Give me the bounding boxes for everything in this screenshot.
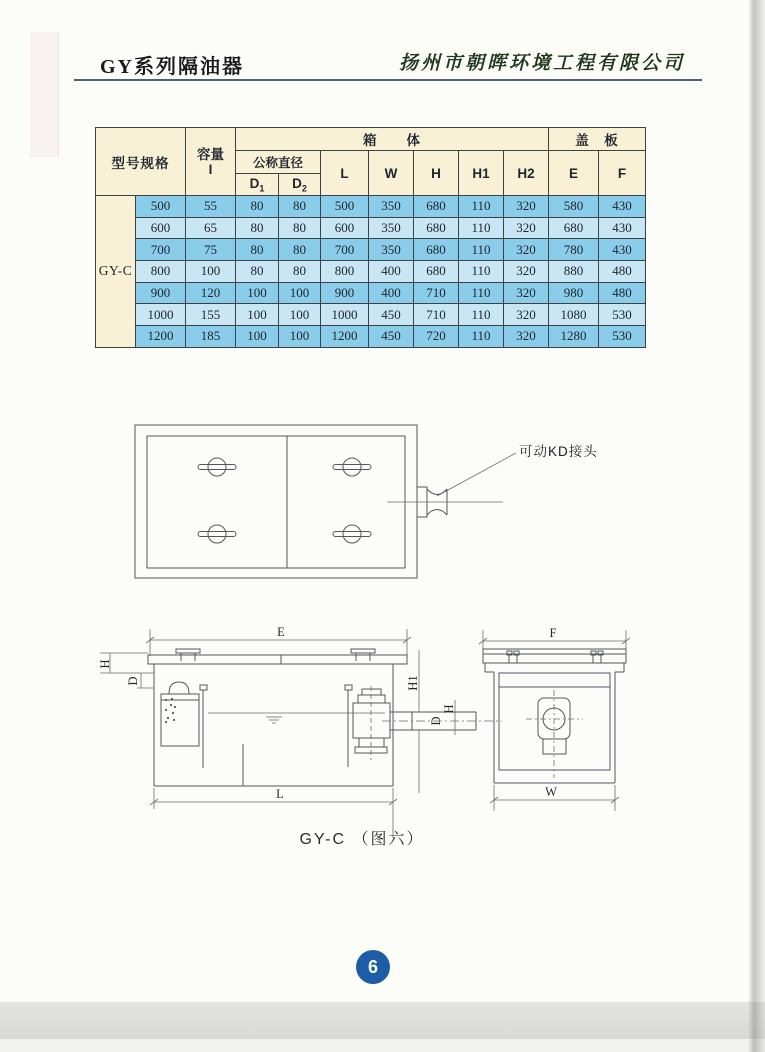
table-cell: 80 [279, 217, 321, 239]
table-cell: 600 [136, 217, 186, 239]
dim-H1: H1 [406, 675, 420, 691]
table-cell: 1000 [321, 304, 369, 326]
table-cell: 110 [459, 282, 504, 304]
table-cell: 80 [279, 239, 321, 261]
plan-view [135, 425, 598, 578]
table-cell: 350 [369, 239, 414, 261]
table-cell: 980 [549, 282, 599, 304]
table-cell: 110 [459, 261, 504, 283]
table-cell: 680 [414, 217, 459, 239]
table-cell: 80 [236, 196, 279, 218]
table-cell: 680 [414, 196, 459, 218]
table-cell: 120 [186, 282, 236, 304]
table-cell: 350 [369, 196, 414, 218]
side-elevation [479, 626, 630, 811]
capacity-line1: 容量 [197, 146, 224, 162]
table-cell: 1000 [136, 304, 186, 326]
kd-label-leader [437, 453, 516, 496]
scan-edge-right [748, 0, 765, 1052]
table-cell: 720 [414, 326, 459, 348]
table-cell: 800 [321, 261, 369, 283]
table-cell: 1280 [549, 326, 599, 348]
table-cell: 530 [599, 326, 646, 348]
tank-side-outline [485, 663, 624, 783]
scraper-rod [200, 685, 207, 768]
table-cell: 500 [136, 196, 186, 218]
table-cell: 110 [459, 326, 504, 348]
table-cell: 450 [369, 326, 414, 348]
table-cell: 100 [186, 261, 236, 283]
page-title: GY系列隔油器 [100, 56, 244, 78]
table-cell: 710 [414, 304, 459, 326]
table-cell: 400 [369, 282, 414, 304]
table-cell: 700 [136, 239, 186, 261]
table-cell: 450 [369, 304, 414, 326]
table-cell: 80 [236, 239, 279, 261]
strainer-basket [161, 682, 199, 746]
table-cell: 710 [414, 282, 459, 304]
table-cell: 320 [504, 217, 549, 239]
tank-inner-outline [147, 436, 405, 568]
table-cell: 320 [504, 282, 549, 304]
table-cell: 700 [321, 239, 369, 261]
table-row [96, 282, 646, 304]
table-cell: 55 [186, 196, 236, 218]
header-model-spec: 型号规格 [96, 128, 186, 196]
capacity-line2: I [208, 161, 213, 177]
table-cell: 600 [321, 217, 369, 239]
table-cell: 80 [279, 196, 321, 218]
table-cell: 430 [599, 217, 646, 239]
table-cell: 110 [459, 304, 504, 326]
figure-caption: GY-C （图六） [299, 831, 425, 848]
tank-outer-outline [135, 425, 417, 578]
table-cell: 680 [414, 239, 459, 261]
table-cell: 1080 [549, 304, 599, 326]
table-cell: 100 [279, 282, 321, 304]
table-cell: 110 [459, 196, 504, 218]
header-F: F [599, 151, 646, 196]
header-H: H [414, 151, 459, 196]
scan-edge-bottom-strip [0, 1039, 765, 1052]
spec-table [95, 127, 646, 348]
header-capacity [186, 128, 236, 196]
table-cell: 100 [279, 326, 321, 348]
header-W: W [369, 151, 414, 196]
table-cell: 110 [459, 239, 504, 261]
kd-fitting-end-view [526, 690, 583, 778]
scraper-rod [345, 685, 352, 767]
dim-W: W [545, 785, 557, 799]
cover-clip [507, 651, 519, 663]
table-cell: 320 [504, 326, 549, 348]
cover-slab [148, 655, 407, 664]
dim-L: L [276, 787, 284, 801]
table-cell: 800 [136, 261, 186, 283]
table-cell: 100 [236, 326, 279, 348]
header-nominal-diameter: 公称直径 [236, 151, 321, 174]
company-name: 扬州市朝晖环境工程有限公司 [398, 52, 685, 74]
lifting-handle [333, 458, 371, 476]
table-cell: 100 [236, 304, 279, 326]
water-level [208, 713, 385, 723]
dim-D-left: D [126, 676, 140, 686]
header-E: E [549, 151, 599, 196]
dim-H-right: H [442, 704, 456, 714]
scan-edge-bottom [0, 1002, 765, 1039]
table-cell: 320 [504, 196, 549, 218]
table-cell: 155 [186, 304, 236, 326]
table-cell: 80 [236, 217, 279, 239]
table-row [96, 304, 646, 326]
table-cell: 900 [321, 282, 369, 304]
table-cell: 480 [599, 261, 646, 283]
outlet-assembly [353, 686, 390, 760]
table-cell: 110 [459, 217, 504, 239]
table-cell: 100 [279, 304, 321, 326]
front-elevation [98, 625, 502, 838]
table-row [96, 261, 646, 283]
table-cell: 80 [279, 261, 321, 283]
table-cell: 430 [599, 239, 646, 261]
dim-D-right: D [429, 716, 443, 726]
table-cell: 680 [414, 261, 459, 283]
header-D1: $D_1$ [236, 174, 279, 196]
table-row [96, 326, 646, 348]
table-cell: 900 [136, 282, 186, 304]
header-box-body: 箱 体 [236, 128, 549, 151]
cover-slab-side [483, 649, 626, 663]
table-cell: 320 [504, 304, 549, 326]
table-cell: 580 [549, 196, 599, 218]
table-cell: 100 [236, 282, 279, 304]
header-rule [74, 79, 702, 81]
table-cell: 1200 [136, 326, 186, 348]
table-row [96, 239, 646, 261]
table-cell: 680 [549, 217, 599, 239]
table-cell: 185 [186, 326, 236, 348]
technical-drawings [0, 410, 765, 860]
cover-clip [591, 651, 603, 663]
page-number-badge: 6 [356, 950, 390, 984]
dim-E: E [277, 625, 285, 639]
table-cell: 75 [186, 239, 236, 261]
header-D2: $D_2$ [279, 174, 321, 196]
header-H1: H1 [459, 151, 504, 196]
scan-edge-left [30, 32, 59, 157]
table-row [96, 196, 646, 218]
header-cover-plate: 盖 板 [549, 128, 646, 151]
header-H2: H2 [504, 151, 549, 196]
table-cell: 430 [599, 196, 646, 218]
group-label-cell: GY-C [96, 196, 136, 348]
lifting-handle [198, 525, 236, 543]
table-cell: 530 [599, 304, 646, 326]
header-L: L [321, 151, 369, 196]
table-cell: 480 [599, 282, 646, 304]
table-row [96, 217, 646, 239]
table-cell: 80 [236, 261, 279, 283]
table-cell: 880 [549, 261, 599, 283]
table-cell: 320 [504, 239, 549, 261]
table-cell: 1200 [321, 326, 369, 348]
kd-joint-label: 可动KD接头 [519, 444, 598, 459]
table-cell: 780 [549, 239, 599, 261]
table-cell: 320 [504, 261, 549, 283]
table-cell: 400 [369, 261, 414, 283]
table-cell: 500 [321, 196, 369, 218]
lifting-handle [198, 458, 236, 476]
lifting-handle [333, 525, 371, 543]
table-cell: 350 [369, 217, 414, 239]
table-cell: 65 [186, 217, 236, 239]
dim-H-left: H [98, 659, 112, 669]
dim-F: F [549, 626, 557, 640]
